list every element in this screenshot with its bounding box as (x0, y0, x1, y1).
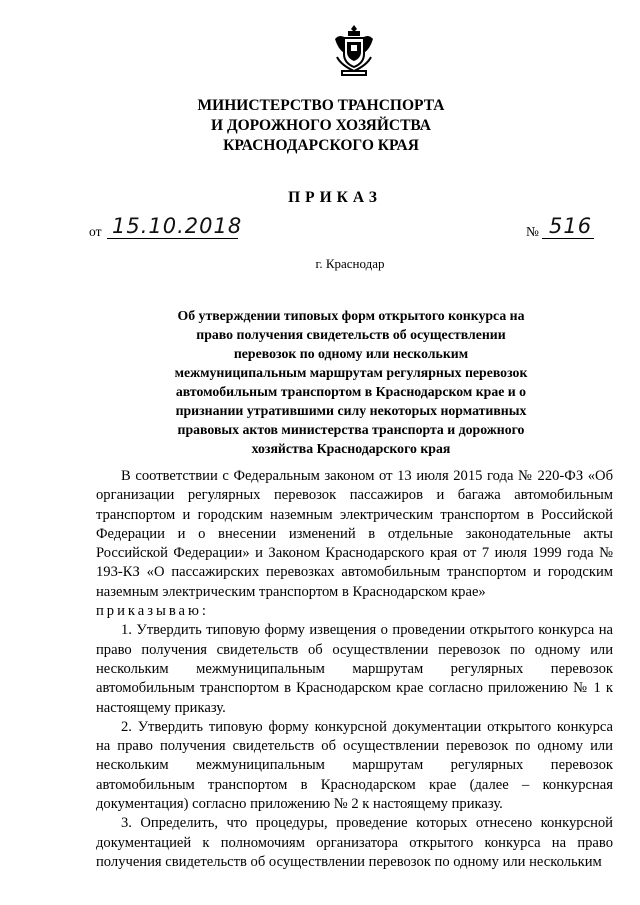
item-1-paragraph: 1. Утвердить типовую форму извещения о проведении открытого конкурса на право получения свидетельств об осуществлении перевозок по одному или нескольким межмуниципальным маршрутам регулярных перевозок автомобильным транспортом в Краснодарском крае согласно приложению № 1 к настоящему приказу. (96, 622, 613, 716)
number-handwritten: 516 (549, 214, 593, 238)
subject-line: перевозок по одному или нескольким (233, 346, 469, 361)
subject-line: признании утратившими силу некоторых нормативных (175, 403, 527, 418)
item-3-paragraph: 3. Определить, что процедуры, проведение которых отнесено конкурсной документацией к полномочиям организатора открытого конкурса на право получения свидетельств об осуществлении перевозок по одному или нескольким (96, 815, 613, 870)
coat-of-arms-emblem (329, 23, 379, 80)
order-body (96, 467, 613, 872)
number-underline (542, 238, 594, 239)
order-date (89, 212, 243, 240)
subject-line: межмуниципальным маршрутам регулярных перевозок (174, 365, 528, 380)
order-subject (152, 306, 550, 458)
subject-line: автомобильным транспортом в Краснодарском крае и о (175, 384, 527, 399)
order-title: ПРИКАЗ (288, 189, 382, 206)
order-number (526, 212, 606, 240)
order-word: приказываю: (96, 603, 209, 620)
preamble-paragraph: В соответствии с Федеральным законом от 13 июля 2015 года № 220-ФЗ «Об организации регулярных перевозок пассажиров и багажа автомобильным транспортом и городским наземным электрическим транспортом в Российской Федерации и о внесении изменений в отдельные законодательные акты Российской Федерации» и Законом Краснодарского края от 7 июля 1999 года № 193-КЗ «О пассажирских перевозках автомобильным транспортом и городским наземным электрическим транспортом в Краснодарском крае» (96, 468, 613, 600)
subject-line: Об утверждении типовых форм открытого конкурса на (177, 308, 525, 323)
ministry-name (190, 96, 452, 156)
number-prefix: № (526, 224, 539, 239)
date-prefix: от (89, 224, 102, 239)
date-underline (107, 238, 238, 239)
city: г. Краснодар (315, 256, 385, 271)
item-2-paragraph: 2. Утвердить типовую форму конкурсной документации открытого конкурса на право получения свидетельств об осуществлении перевозок по одному или нескольким межмуниципальным маршрутам регулярных перевозок автомобильным транспортом в Краснодарском крае (далее – конкурсная документация) согласно приложению № 2 к настоящему приказу. (96, 718, 613, 813)
subject-line: хозяйства Краснодарского края (251, 441, 451, 456)
subject-line: право получения свидетельств об осуществлении (196, 327, 506, 342)
ministry-line-2: И ДОРОЖНОГО ХОЗЯЙСТВА (211, 117, 431, 134)
ministry-line-1: МИНИСТЕРСТВО ТРАНСПОРТА (197, 97, 445, 114)
subject-line: правовых актов министерства транспорта и дорожного (177, 422, 525, 437)
ministry-line-3: КРАСНОДАРСКОГО КРАЯ (223, 137, 419, 154)
date-handwritten: 15.10.2018 (112, 214, 243, 238)
